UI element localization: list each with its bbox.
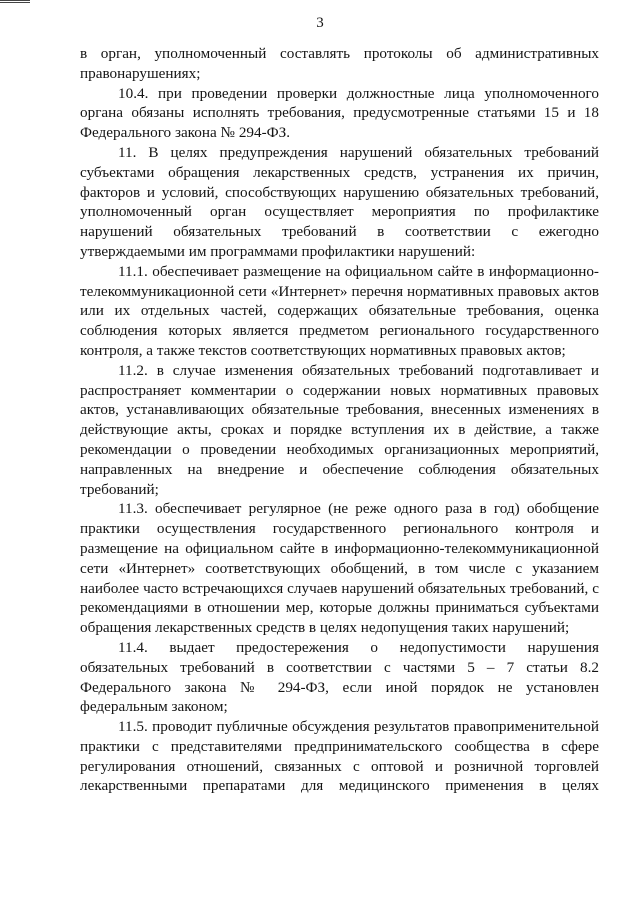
document-body xyxy=(80,44,599,796)
scan-corner-mark xyxy=(0,0,30,3)
paragraph-11-1: 11.1. обеспечивает размещение на официальном сайте в информационно-телекоммуникационной сети «Интернет» перечня нормативных правовых актов или их отдельных частей, содержащих обязательные требования, оценка соблюдения которых является предметом регионального государственного контроля, а также текстов соответствующих нормативных правовых актов; xyxy=(80,262,599,359)
paragraph-10-3-continuation: в орган, уполномоченный составлять протоколы об административных правонарушениях; xyxy=(80,45,599,82)
paragraph-10-4: 10.4. при проведении проверки должностные лица уполномоченного органа обязаны исполнять требования, предусмотренные статьями 15 и 18 Федерального закона № 294-ФЗ. xyxy=(80,84,599,142)
paragraph-11-4: 11.4. выдает предостережения о недопустимости нарушения обязательных требований в соответствии с частями 5 – 7 статьи 8.2 Федерального закона № 294-ФЗ, если иной порядок не установлен федеральным законом; xyxy=(80,638,599,716)
page-number: 3 xyxy=(316,15,324,31)
paragraph-11-2: 11.2. в случае изменения обязательных требований подготавливает и распространяет комментарии о содержании новых нормативных правовых актов, устанавливающих обязательные требования, внесенных изменениях в действующие акты, сроках и порядке вступления их в действие, а также рекомендации о проведении необходимых организационных мероприятий, направленных на внедрение и обеспечение соблюдения обязательных требований; xyxy=(80,361,599,498)
paragraph-11: 11. В целях предупреждения нарушений обязательных требований субъектами обращения лекарственных средств, устранения их причин, факторов и условий, способствующих нарушению обязательных требований, уполномоченный орган осуществляет мероприятия по профилактике нарушений обязательных требований в соответствии с ежегодно утверждаемыми им программами профилактики нарушений: xyxy=(80,143,599,260)
paragraph-11-3: 11.3. обеспечивает регулярное (не реже одного раза в год) обобщение практики осуществления государственного регионального контроля и размещение на официальном сайте в информационно-телекоммуникационной сети «Интернет» соответствующих обобщений, в том числе с указанием наиболее часто встречающихся случаев нарушений обязательных требований, с рекомендациями в отношении мер, которые должны приниматься субъектами обращения лекарственных средств в целях недопущения таких нарушений; xyxy=(80,500,599,637)
paragraph-11-5: 11.5. проводит публичные обсуждения результатов правоприменительной практики с представителями предпринимательского сообщества в сфере регулирования отношений, связанных с оптовой и розничной торговлей лекарственными препаратами для медицинского применения в целях xyxy=(80,718,599,795)
